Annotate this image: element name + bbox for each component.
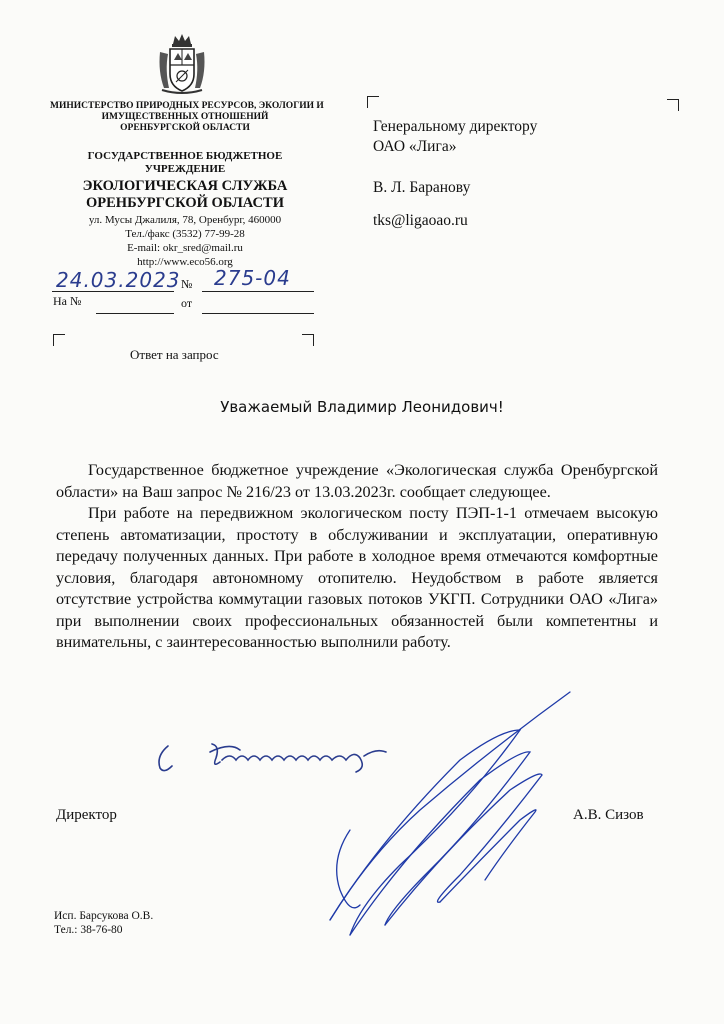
email: E-mail: okr_sred@mail.ru [127, 242, 243, 254]
recipient-title: Генеральному директору [373, 118, 538, 135]
greeting: Уважаемый Владимир Леонидович! [220, 398, 504, 416]
institution-type-line: ГОСУДАРСТВЕННОЕ БЮДЖЕТНОЕ [87, 150, 283, 162]
recipient-email: tks@ligaoao.ru [373, 212, 468, 229]
outgoing-date: 24.03.2023 [56, 268, 181, 292]
institution-name [50, 178, 320, 212]
executor-phone: Тел.: 38-76-80 [54, 924, 123, 936]
coat-of-arms-emblem [156, 32, 208, 96]
ref-number-label: На № [53, 294, 82, 308]
recipient-position [373, 117, 537, 157]
ref-number-underline [96, 313, 174, 314]
recipient-name: В. Л. Баранову [373, 179, 471, 196]
letter-body [56, 460, 658, 654]
website: http://www.eco56.org [137, 256, 233, 268]
address: ул. Мусы Джалиля, 78, Оренбург, 460000 [88, 214, 282, 226]
institution-type [50, 150, 320, 176]
subject-bracket-left [53, 334, 65, 346]
number-sign: № [181, 277, 193, 291]
recipient-bracket-left [367, 96, 379, 108]
number-underline [202, 291, 314, 292]
ref-date-underline [202, 313, 314, 314]
ministry-line: ИМУЩЕСТВЕННЫХ ОТНОШЕНИЙ [101, 112, 269, 122]
recipient-company: ОАО «Лига» [373, 138, 457, 155]
ref-from-label: от [181, 296, 193, 310]
director-signature [290, 690, 590, 940]
ministry-line: МИНИСТЕРСТВО ПРИРОДНЫХ РЕСУРСОВ, ЭКОЛОГИИ И [50, 101, 324, 111]
institution-type-line: УЧРЕЖДЕНИЕ [144, 163, 226, 175]
executor-block [54, 909, 153, 937]
institution-name-line: ЭКОЛОГИЧЕСКАЯ СЛУЖБА [82, 178, 288, 194]
ministry-line: ОРЕНБУРГСКОЙ ОБЛАСТИ [120, 123, 250, 133]
signatory-name: А.В. Сизов [573, 807, 644, 823]
phone-fax: Тел./факс (3532) 77-99-28 [125, 228, 245, 240]
outgoing-number: 275-04 [214, 266, 291, 290]
body-paragraph: Государственное бюджетное учреждение «Экологическая служба Оренбургской области» на Ваш запрос № 216/23 от 13.03.2023г. сообщает следующее. [56, 461, 658, 501]
ministry-name [50, 101, 324, 134]
subject-bracket-right [302, 334, 314, 346]
subject: Ответ на запрос [130, 347, 219, 362]
signatory-position: Директор [56, 807, 117, 823]
body-paragraph: При работе на передвижном экологическом посту ПЭП-1-1 отмечаем высокую степень автоматизации, простоту в обслуживании и эксплуатации, оперативную передачу полученных данных. При работе в холодное время отмечаются комфортные условия, благодаря автономному отопителю. Неудобством в работе является отсутствие устройства коммутации газовых потоков УКГП. Сотрудники ОАО «Лига» при выполнении своих профессиональных обязанностей были компетентны и внимательны, с заинтересованностью выполнили работу. [56, 504, 658, 651]
institution-name-line: ОРЕНБУРГСКОЙ ОБЛАСТИ [86, 195, 284, 211]
date-underline [52, 291, 174, 292]
executor-name: Исп. Барсукова О.В. [54, 910, 154, 922]
letterhead-contacts [50, 213, 320, 269]
recipient-bracket-right [667, 99, 679, 111]
